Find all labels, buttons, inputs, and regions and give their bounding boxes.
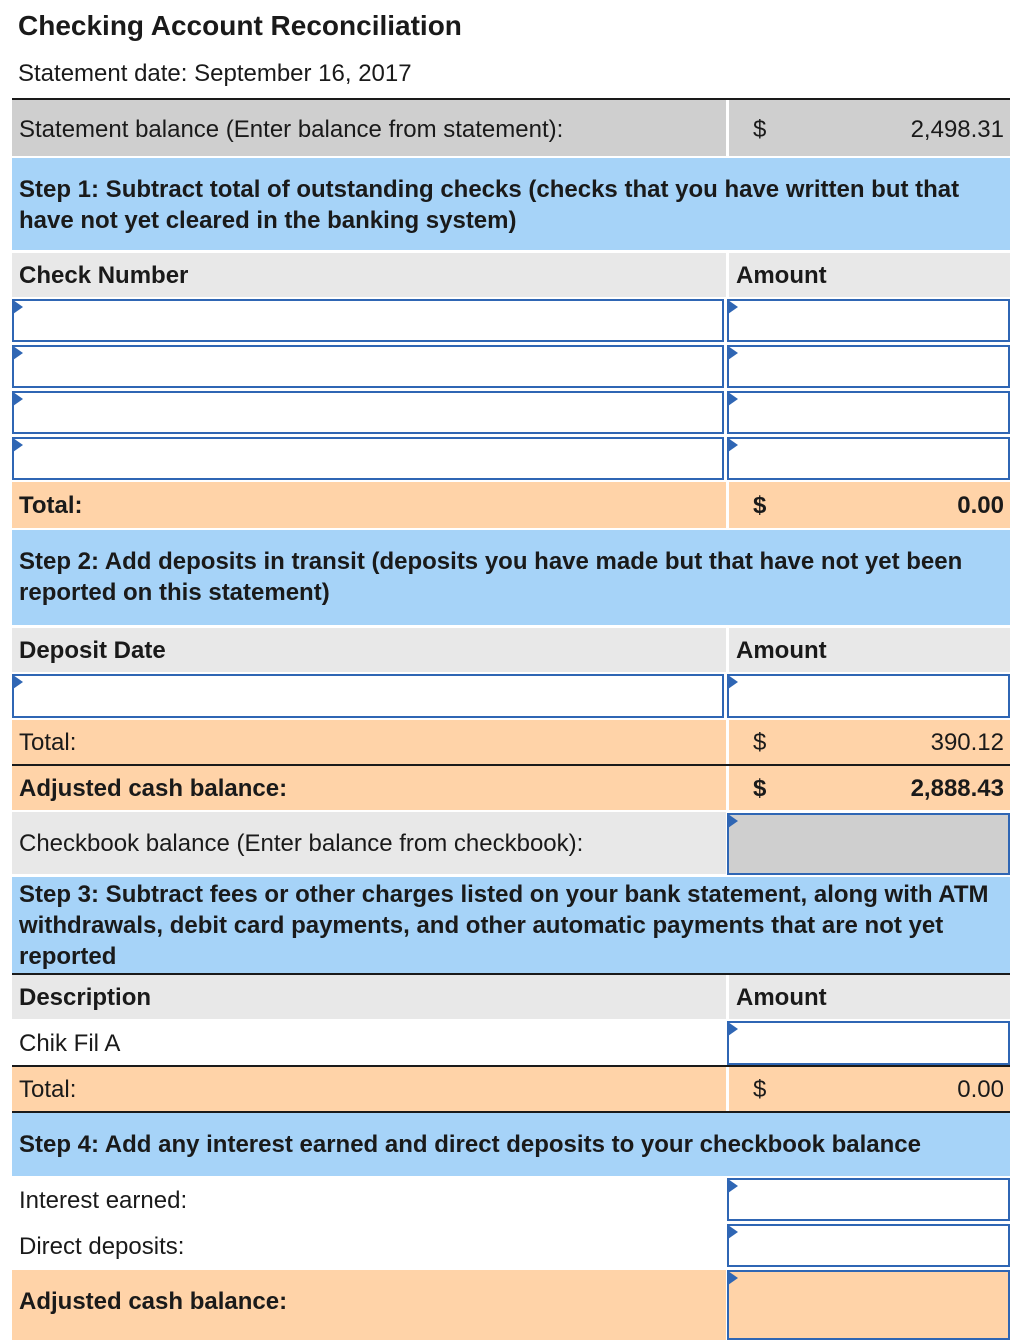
step3-total-value: 0.00 [957, 1076, 1004, 1103]
currency-symbol: $ [753, 729, 767, 756]
step2-total-value: 390.12 [930, 729, 1004, 756]
direct-deposits-row [12, 1224, 726, 1268]
step2-column-header [12, 628, 1010, 672]
check-number-input-3[interactable] [12, 391, 724, 434]
statement-balance-value: 2,498.31 [910, 116, 1004, 143]
final-adjusted-balance-input[interactable] [727, 1270, 1010, 1340]
check-amount-input-4[interactable] [727, 437, 1010, 480]
step2-total-label: Total: [19, 729, 77, 756]
step2-total-cell [726, 720, 1010, 764]
checkbook-balance-row [12, 812, 726, 874]
checkbook-balance-label: Checkbook balance (Enter balance from checkbook): [19, 830, 584, 857]
currency-symbol: $ [753, 1076, 767, 1103]
step4-text: Step 4: Add any interest earned and direct deposits to your checkbook balance [19, 1131, 922, 1158]
amount-header-cell [726, 253, 1010, 297]
check-amount-input-2[interactable] [727, 345, 1010, 388]
currency-symbol: $ [753, 116, 767, 143]
amount-header-cell [726, 628, 1010, 672]
step1-column-header [12, 253, 1010, 297]
interest-input[interactable] [727, 1178, 1010, 1221]
step3-text: Step 3: Subtract fees or other charges listed on your bank statement, along with ATM withdrawals, debit card payments, and other automatic payments that are not yet reported [19, 881, 989, 970]
step1-total-cell [726, 482, 1010, 528]
check-amount-input-1[interactable] [727, 299, 1010, 342]
fee-row-1 [12, 1021, 726, 1065]
adjusted-balance-cell [726, 766, 1010, 810]
adjusted-balance-value: 2,888.43 [910, 775, 1004, 802]
check-amount-input-3[interactable] [727, 391, 1010, 434]
step1-total-value: 0.00 [957, 492, 1004, 519]
statement-balance-label: Statement balance (Enter balance from statement): [19, 116, 564, 143]
fee-description: Chik Fil A [19, 1030, 121, 1057]
currency-symbol: $ [753, 492, 767, 519]
interest-row [12, 1178, 726, 1222]
direct-deposits-input[interactable] [727, 1224, 1010, 1267]
check-number-input-1[interactable] [12, 299, 724, 342]
deposit-date-header: Deposit Date [19, 637, 166, 664]
step4-header [12, 1113, 1010, 1176]
step1-text: Step 1: Subtract total of outstanding checks (checks that you have written but that have not yet cleared in the banking system) [19, 176, 960, 234]
fee-amount-input-1[interactable] [727, 1021, 1010, 1065]
check-number-input-4[interactable] [12, 437, 724, 480]
step1-total-row [12, 482, 1010, 528]
step3-total-row [12, 1067, 1010, 1111]
statement-date: Statement date: September 16, 2017 [18, 60, 412, 87]
amount-header: Amount [736, 262, 827, 289]
statement-balance-row [12, 98, 1010, 156]
step1-total-label: Total: [19, 492, 83, 519]
description-header: Description [19, 984, 152, 1011]
step2-header [12, 530, 1010, 625]
deposit-amount-input-1[interactable] [727, 674, 1010, 718]
deposit-date-input-1[interactable] [12, 674, 724, 718]
adjusted-balance-label: Adjusted cash balance: [19, 775, 288, 802]
check-number-header: Check Number [19, 262, 189, 289]
page-title: Checking Account Reconciliation [18, 10, 462, 41]
final-adjusted-balance-label: Adjusted cash balance: [19, 1288, 288, 1315]
check-number-input-2[interactable] [12, 345, 724, 388]
amount-header: Amount [736, 637, 827, 664]
adjusted-balance-row [12, 766, 1010, 810]
step3-header [12, 877, 1010, 973]
step2-total-row [12, 720, 1010, 764]
final-adjusted-balance-row [12, 1270, 726, 1340]
amount-header: Amount [736, 984, 827, 1011]
step2-text: Step 2: Add deposits in transit (deposits you have made but that have not yet been reported on this statement) [19, 548, 963, 606]
step3-total-cell [726, 1067, 1010, 1111]
step1-header [12, 158, 1010, 250]
checkbook-balance-input[interactable] [727, 813, 1010, 875]
statement-balance-cell [726, 100, 1010, 156]
amount-header-cell [726, 975, 1010, 1019]
step3-column-header [12, 975, 1010, 1019]
direct-deposits-label: Direct deposits: [19, 1233, 185, 1260]
step3-total-label: Total: [19, 1076, 77, 1103]
currency-symbol: $ [753, 775, 767, 802]
interest-label: Interest earned: [19, 1187, 188, 1214]
